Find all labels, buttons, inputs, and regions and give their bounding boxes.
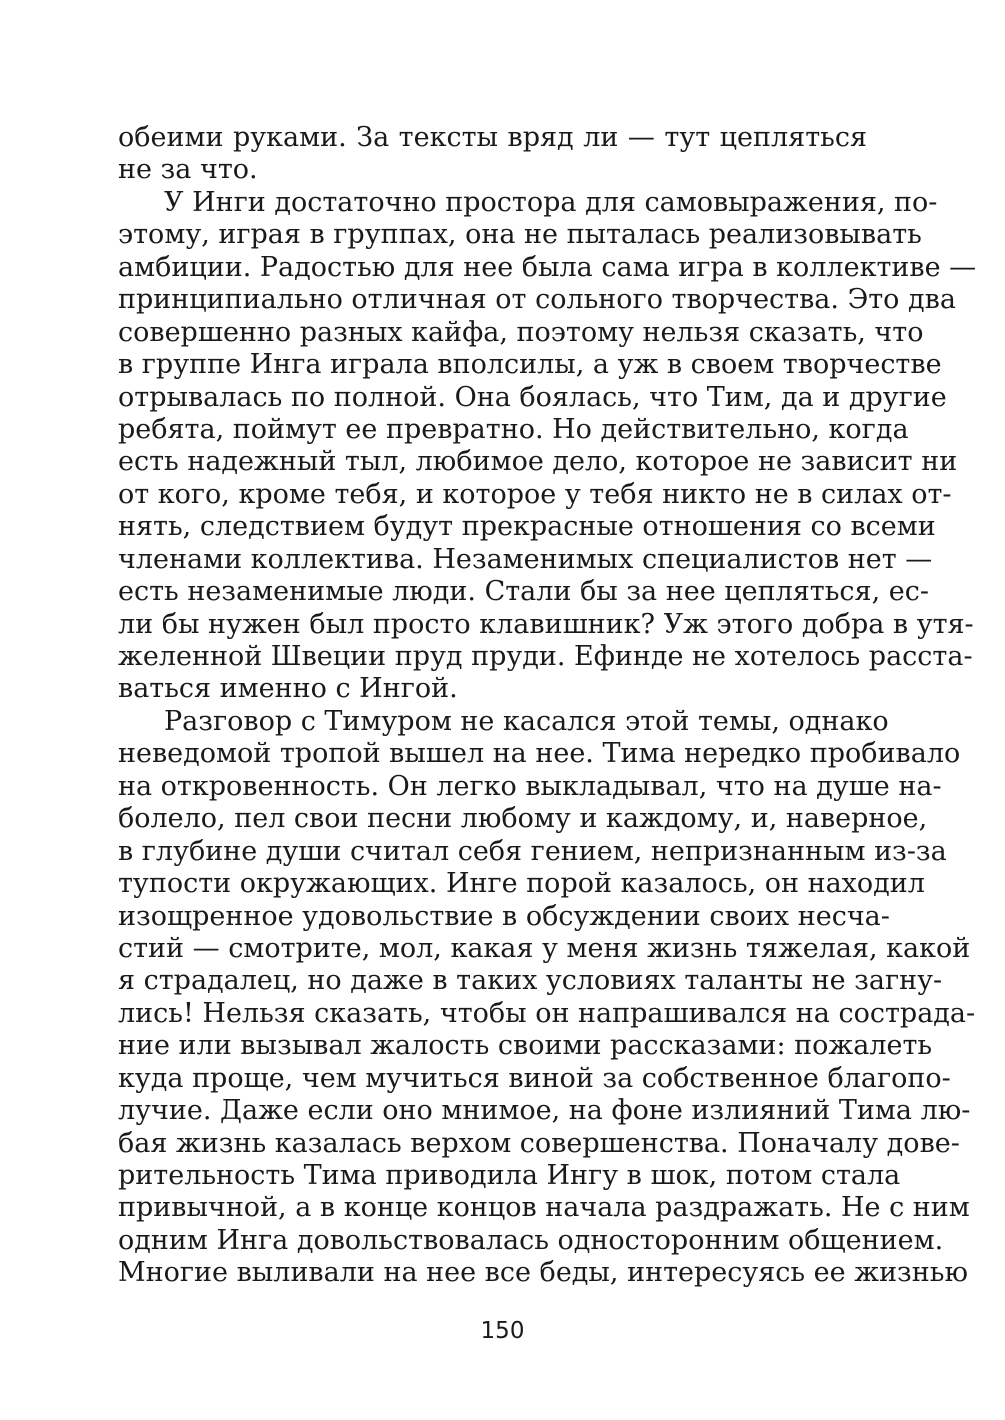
- text-line: ли бы нужен был просто клавишник? Уж этого добра в утя-: [118, 608, 974, 640]
- text-line: изощренное удовольствие в обсуждении своих несча-: [118, 900, 890, 932]
- text-line: в группе Инга играла вполсилы, а уж в своем творчестве: [118, 349, 942, 381]
- text-line: обеими руками. За тексты вряд ли — тут цепляться: [118, 122, 867, 153]
- text-line: я страдалец, но даже в таких условиях таланты не загну-: [118, 965, 943, 997]
- text-line: У Инги достаточно простора для самовыражения, по-: [164, 186, 938, 218]
- text-line: отрывалась по полной. Она боялась, что Тим, да и другие: [118, 381, 947, 413]
- text-line: членами коллектива. Незаменимых специалистов нет —: [118, 543, 933, 575]
- page-number: 150: [480, 1318, 525, 1344]
- text-line: привычной, а в конце концов начала раздражать. Не с ним: [118, 1192, 970, 1224]
- text-line: совершенно разных кайфа, поэтому нельзя сказать, что: [118, 316, 924, 348]
- text-line: амбиции. Радостью для нее была сама игра в коллективе —: [118, 251, 977, 283]
- text-line: ребята, поймут ее превратно. Но действительно, когда: [118, 413, 909, 445]
- text-line: Разговор с Тимуром не касался этой темы, однако: [164, 705, 889, 737]
- text-line: лись! Нельзя сказать, чтобы он напрашивался на сострада-: [118, 997, 976, 1029]
- text-line: ваться именно с Ингой.: [118, 673, 458, 705]
- text-line: на откровенность. Он легко выкладывал, что на душе на-: [118, 770, 942, 802]
- text-line: стий — смотрите, мол, какая у меня жизнь тяжелая, какой: [118, 932, 971, 964]
- text-line: ние или вызывал жалость своими рассказами: пожалеть: [118, 1030, 933, 1062]
- text-line: куда проще, чем мучиться виной за собственное благопо-: [118, 1062, 951, 1094]
- text-line: бая жизнь казалась верхом совершенства. Поначалу дове-: [118, 1127, 960, 1159]
- text-line: болело, пел свои песни любому и каждому, и, наверное,: [118, 803, 928, 835]
- text-line: принципиально отличная от сольного творчества. Это два: [118, 284, 956, 316]
- text-line: от кого, кроме тебя, и которое у тебя никто не в силах от-: [118, 478, 952, 510]
- text-line: не за что.: [118, 154, 258, 186]
- text-line: одним Инга довольствовалась односторонним общением.: [118, 1224, 944, 1256]
- text-line: лучие. Даже если оно мнимое, на фоне излияний Тима лю-: [118, 1095, 971, 1127]
- text-line: есть незаменимые люди. Стали бы за нее цепляться, ес-: [118, 576, 929, 608]
- text-line: есть надежный тыл, любимое дело, которое не зависит ни: [118, 446, 958, 478]
- text-line: неведомой тропой вышел на нее. Тима нередко пробивало: [118, 738, 961, 770]
- text-line: в глубине души считал себя гением, непризнанным из-за: [118, 835, 947, 867]
- text-line: желенной Швеции пруд пруди. Ефинде не хотелось расста-: [118, 641, 973, 672]
- text-line: Многие выливали на нее все беды, интересуясь ее жизнью: [118, 1257, 968, 1289]
- body-text: [118, 122, 977, 1290]
- text-line: тупости окружающих. Инге порой казалось, он находил: [118, 868, 925, 900]
- text-line: рительность Тима приводила Ингу в шок, потом стала: [118, 1160, 901, 1191]
- text-line: этому, играя в группах, она не пыталась реализовывать: [118, 219, 922, 251]
- text-line: нять, следствием будут прекрасные отношения со всеми: [118, 511, 936, 543]
